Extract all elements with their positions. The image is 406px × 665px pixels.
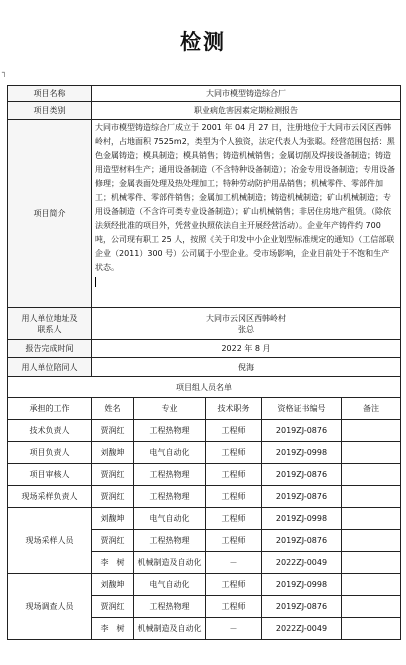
staff-title[interactable]: 工程师 (206, 574, 262, 596)
staff-note[interactable] (342, 618, 401, 640)
companion-label: 用人单位陪同人 (8, 358, 92, 377)
row-companion (8, 358, 401, 377)
table-row (8, 508, 401, 530)
project-intro-cell[interactable] (92, 120, 401, 308)
staff-name[interactable]: 刘馥坤 (92, 574, 134, 596)
project-intro-text: 大同市模型铸造综合厂成立于 2001 年 04 月 27 日，注册地位于大同市云冈区西韩岭村，占地面积 7525m2，类型为个人独资，法定代表人为张聪。经营范围包括：黑色金属铸造；模具制造；模具销售；铸造机械销售；金属切削及焊接设备制造；铸造用造型材料生产；通用设备制造（不含特种设备制造）；冶金专用设备制造；专用设备修理；金属表面处理及热处理加工；特种劳动防护用品销售；机械零件、零部件加工；机械零件、零部件销售；金属加工机械制造；铸造机械制造；矿山机械制造；专用设备制造（不含许可类专业设备制造）；矿山机械销售；非居住房地产租赁。（除依法须经批准的项目外，凭营业执照依法自主开展经营活动）。企业年产铸件约 700 吨，公司现有职工 25 人，按照《关于印发中小企业划型标准规定的通知》（工信部联企业（2011）300 号）公司属于小型企业。受市场影响，企业目前处于不饱和生产状态。 (95, 123, 395, 272)
row-staff-title (8, 377, 401, 398)
project-type-label: 项目类别 (8, 102, 92, 120)
staff-name[interactable]: 贾润红 (92, 464, 134, 486)
header-cert: 资格证书编号 (262, 398, 342, 420)
header-role: 承担的工作 (8, 398, 92, 420)
staff-note[interactable] (342, 552, 401, 574)
staff-role[interactable]: 现场调查人员 (8, 574, 92, 640)
staff-note[interactable] (342, 574, 401, 596)
row-project-name (8, 86, 401, 102)
header-note: 备注 (342, 398, 401, 420)
row-project-type (8, 102, 401, 120)
user-unit-label-line2: 联系人 (37, 324, 62, 334)
staff-note[interactable] (342, 464, 401, 486)
staff-cert[interactable]: 2019ZJ-0998 (262, 442, 342, 464)
project-name-value[interactable]: 大同市模型铸造综合厂 (92, 86, 401, 102)
staff-title[interactable]: 工程师 (206, 596, 262, 618)
staff-major[interactable]: 机械制造及自动化 (134, 552, 206, 574)
table-row (8, 574, 401, 596)
staff-cert[interactable]: 2019ZJ-0876 (262, 596, 342, 618)
row-staff-headers (8, 398, 401, 420)
table-row (8, 464, 401, 486)
staff-cert[interactable]: 2019ZJ-0876 (262, 464, 342, 486)
header-tech-title: 技术职务 (206, 398, 262, 420)
staff-major[interactable]: 工程热物理 (134, 420, 206, 442)
staff-title[interactable]: 工程师 (206, 464, 262, 486)
staff-cert[interactable]: 2019ZJ-0998 (262, 574, 342, 596)
staff-major[interactable]: 工程热物理 (134, 530, 206, 552)
staff-title[interactable]: 工程师 (206, 420, 262, 442)
staff-note[interactable] (342, 420, 401, 442)
staff-name[interactable]: 贾润红 (92, 420, 134, 442)
text-cursor (95, 277, 96, 287)
header-name: 姓名 (92, 398, 134, 420)
staff-title[interactable]: － (206, 618, 262, 640)
project-intro-label: 项目简介 (8, 120, 92, 308)
staff-cert[interactable]: 2022ZJ-0049 (262, 618, 342, 640)
project-info-table (7, 85, 401, 640)
user-unit-value[interactable] (92, 308, 401, 340)
document-title: 检测 (180, 30, 226, 54)
report-date-value[interactable]: 2022 年 8 月 (92, 340, 401, 358)
staff-name[interactable]: 李 树 (92, 618, 134, 640)
project-type-value[interactable]: 职业病危害因素定期检测报告 (92, 102, 401, 120)
staff-major[interactable]: 电气自动化 (134, 442, 206, 464)
user-unit-label (8, 308, 92, 340)
staff-major[interactable]: 工程热物理 (134, 486, 206, 508)
row-project-intro (8, 120, 401, 308)
staff-major[interactable]: 工程热物理 (134, 464, 206, 486)
project-name-label: 项目名称 (8, 86, 92, 102)
staff-major[interactable]: 电气自动化 (134, 508, 206, 530)
staff-note[interactable] (342, 442, 401, 464)
staff-title[interactable]: － (206, 552, 262, 574)
staff-cert[interactable]: 2019ZJ-0876 (262, 486, 342, 508)
staff-note[interactable] (342, 530, 401, 552)
companion-value[interactable]: 倪海 (92, 358, 401, 377)
staff-role[interactable]: 项目审核人 (8, 464, 92, 486)
user-unit-contact: 张总 (238, 324, 254, 334)
user-unit-address: 大同市云冈区西韩岭村 (206, 313, 286, 323)
user-unit-label-line1: 用人单位地址及 (21, 313, 78, 323)
staff-role[interactable]: 现场采样人员 (8, 508, 92, 574)
row-user-unit (8, 308, 401, 340)
staff-cert[interactable]: 2019ZJ-0998 (262, 508, 342, 530)
staff-note[interactable] (342, 508, 401, 530)
staff-major[interactable]: 机械制造及自动化 (134, 618, 206, 640)
staff-name[interactable]: 贾润红 (92, 486, 134, 508)
staff-table-title: 项目组人员名单 (8, 377, 401, 398)
staff-major[interactable]: 工程热物理 (134, 596, 206, 618)
staff-note[interactable] (342, 486, 401, 508)
staff-major[interactable]: 电气自动化 (134, 574, 206, 596)
row-report-date (8, 340, 401, 358)
staff-name[interactable]: 刘馥坤 (92, 442, 134, 464)
table-row (8, 420, 401, 442)
staff-note[interactable] (342, 596, 401, 618)
staff-title[interactable]: 工程师 (206, 486, 262, 508)
table-row (8, 442, 401, 464)
header-major: 专业 (134, 398, 206, 420)
staff-name[interactable]: 贾润红 (92, 530, 134, 552)
staff-role[interactable]: 项目负责人 (8, 442, 92, 464)
staff-role[interactable]: 技术负责人 (8, 420, 92, 442)
staff-cert[interactable]: 2019ZJ-0876 (262, 420, 342, 442)
staff-name[interactable]: 贾润红 (92, 596, 134, 618)
staff-role[interactable]: 现场采样负责人 (8, 486, 92, 508)
staff-title[interactable]: 工程师 (206, 530, 262, 552)
staff-title[interactable]: 工程师 (206, 442, 262, 464)
staff-cert[interactable]: 2022ZJ-0049 (262, 552, 342, 574)
paragraph-mark: ┐ (2, 68, 7, 77)
table-row (8, 486, 401, 508)
staff-title[interactable]: 工程师 (206, 508, 262, 530)
staff-name[interactable]: 李 树 (92, 552, 134, 574)
staff-name[interactable]: 刘馥坤 (92, 508, 134, 530)
report-date-label: 报告完成时间 (8, 340, 92, 358)
staff-cert[interactable]: 2019ZJ-0876 (262, 530, 342, 552)
